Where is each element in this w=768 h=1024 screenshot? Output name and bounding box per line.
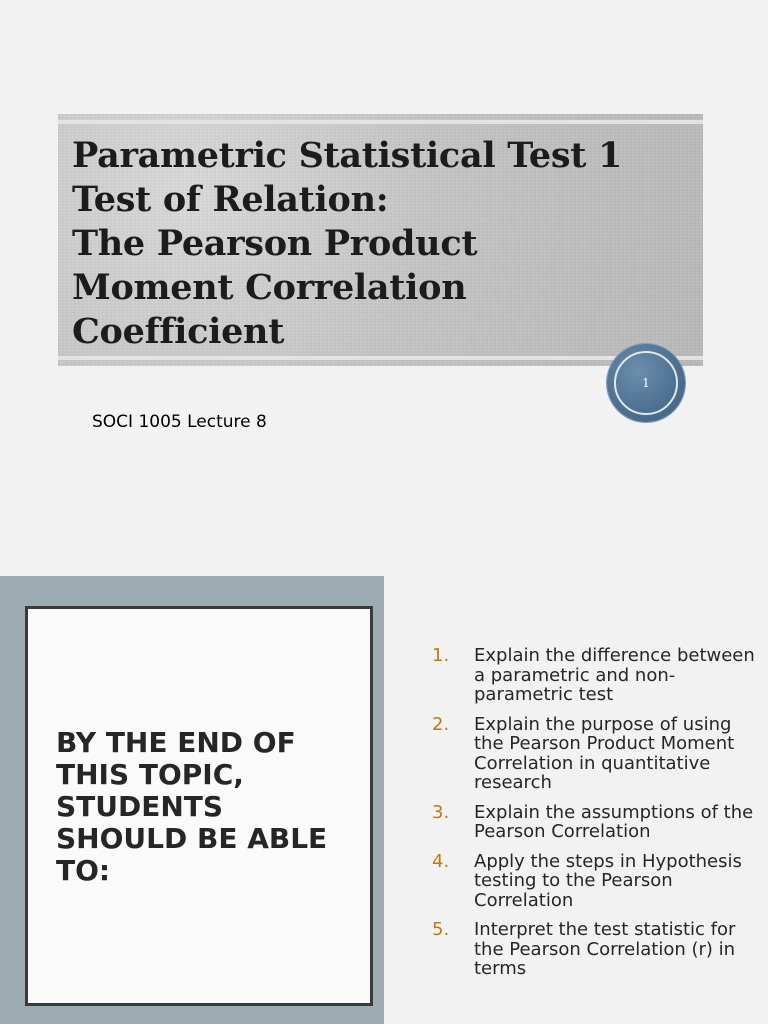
- list-text: Apply the steps in Hypothesis testing to the Pearson Correlation: [474, 850, 742, 911]
- slide-title: [72, 134, 702, 354]
- objective-heading-box: [25, 606, 373, 1006]
- list-text: Explain the difference between a parametric and non-parametric test: [474, 645, 755, 705]
- list-text: Explain the assumptions of the Pearson Correlation: [474, 801, 754, 842]
- title-line: Moment Correlation: [72, 267, 467, 308]
- list-number: 2.: [432, 713, 450, 735]
- list-text: Explain the purpose of using the Pearson Product Moment Correlation in quantitative research: [474, 713, 735, 793]
- list-number: 5.: [432, 919, 450, 940]
- objectives-slide: [0, 576, 768, 1024]
- title-line: The Pearson Product: [72, 223, 478, 264]
- slide-subtitle: SOCI 1005 Lecture 8: [92, 412, 267, 432]
- list-item: [432, 803, 762, 842]
- left-panel: [0, 576, 384, 1024]
- list-item: [432, 920, 762, 979]
- title-line: Test of Relation:: [72, 179, 389, 220]
- list-item: [432, 715, 762, 793]
- list-number: 3.: [432, 801, 450, 823]
- title-banner: [58, 114, 703, 366]
- page-number: 1: [642, 376, 650, 390]
- list-item: [432, 852, 762, 911]
- objectives-list: [432, 646, 762, 989]
- objectives-heading: BY THE END OF THIS TOPIC, STUDENTS SHOULD BE ABLE TO:: [56, 726, 328, 887]
- list-number: 4.: [432, 850, 450, 872]
- page-number-badge: [607, 344, 685, 422]
- list-number: 1.: [432, 645, 450, 666]
- list-text: Interpret the test statistic for the Pearson Correlation (r) in terms: [474, 919, 736, 979]
- list-item: [432, 646, 762, 705]
- title-line: Coefficient: [72, 311, 285, 352]
- title-line: Parametric Statistical Test 1: [72, 135, 623, 176]
